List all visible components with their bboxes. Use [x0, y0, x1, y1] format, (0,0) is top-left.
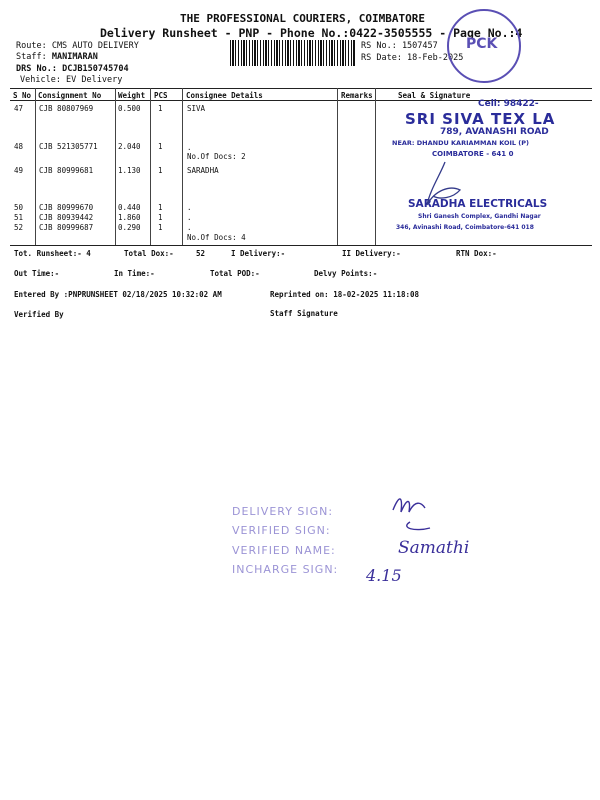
row-weight: 0.290: [118, 223, 141, 232]
signature-scribble: [415, 160, 475, 210]
siva-stamp-city: COIMBATORE - 641 0: [432, 150, 514, 158]
row-consignee: .: [187, 213, 192, 222]
verified-name-line: VERIFIED NAME:: [232, 544, 336, 557]
vehicle: Vehicle: EV Delivery: [20, 75, 123, 85]
siva-stamp-addr1: 789, AVANASHI ROAD: [440, 127, 549, 137]
row-pcs: 1: [158, 104, 163, 113]
row-pcs: 1: [158, 223, 163, 232]
drs-value: DCJB150745704: [62, 64, 129, 74]
row-consignment: CJB 80999681: [39, 166, 94, 175]
company-title: THE PROFESSIONAL COURIERS, COIMBATORE: [180, 12, 426, 25]
row-consignee: .: [187, 203, 192, 212]
total-dox-value: 52: [196, 249, 206, 258]
row-consignee: SIVA: [187, 104, 206, 113]
staff: [16, 52, 98, 62]
saradha-stamp-addr2: 346, Avinashi Road, Coimbatore-641 018: [396, 224, 534, 231]
row-weight: 0.500: [118, 104, 141, 113]
row-weight: 2.040: [118, 142, 141, 151]
row-consignee: .: [187, 223, 192, 232]
delvy-points: Delvy Points:-: [314, 269, 378, 278]
barcode: [230, 40, 355, 66]
entered-by: Entered By :PNPRUNSHEET 02/18/2025 10:32:02 AM: [14, 290, 222, 299]
drs-label: DRS No.:: [16, 64, 57, 74]
row-sno: 48: [14, 142, 24, 151]
row-consignment: CJB 80999687: [39, 223, 94, 232]
row-pcs: 1: [158, 166, 163, 175]
col-header-remarks: Remarks: [341, 91, 373, 100]
staff-signature: Staff Signature: [270, 309, 338, 318]
col-header-consignment: Consignment No: [38, 91, 102, 100]
row-pcs: 1: [158, 213, 163, 222]
drs-number: [16, 64, 129, 74]
col-header-weight: Weight: [118, 91, 146, 100]
col-header-consignee: Consignee Details: [186, 91, 263, 100]
staff-name: MANIMARAN: [51, 52, 98, 62]
col-divider: [182, 88, 183, 245]
rs-date: RS Date: 18-Feb-2025: [361, 53, 464, 63]
rs-number: RS No.: 1507457: [361, 41, 438, 51]
delivery-sign-line: DELIVERY SIGN:: [232, 505, 334, 518]
handwritten-time: 4.15: [366, 566, 402, 585]
col-divider: [115, 88, 116, 245]
out-time: Out Time:-: [14, 269, 60, 278]
col-divider: [150, 88, 151, 245]
round-stamp-text: PCK: [466, 36, 498, 52]
col-header-seal: Seal & Signature: [398, 91, 471, 100]
runsheet-title: Delivery Runsheet - PNP - Phone No.:0422-3505555 - Page No.:4: [100, 26, 523, 40]
row-consignee: .: [187, 143, 192, 152]
row-consignee: SARADHA: [187, 166, 219, 175]
row-sno: 51: [14, 213, 24, 222]
verified-by: Verified By: [14, 310, 64, 319]
col-divider: [35, 88, 36, 245]
staff-label: Staff:: [16, 52, 47, 62]
table-bottom-rule: [10, 245, 592, 246]
rtn-dox: RTN Dox:-: [456, 249, 497, 258]
saradha-stamp-name: SARADHA ELECTRICALS: [408, 198, 548, 210]
handwritten-name: Samathi: [398, 538, 470, 558]
route: Route: CMS AUTO DELIVERY: [16, 41, 139, 51]
incharge-sign-line: INCHARGE SIGN:: [232, 563, 339, 576]
row-weight: 0.440: [118, 203, 141, 212]
total-pod: Total POD:-: [210, 269, 260, 278]
row-consignment: CJB 80939442: [39, 213, 94, 222]
row-consignment: CJB 521305771: [39, 142, 98, 151]
row-weight: 1.130: [118, 166, 141, 175]
row-sno: 47: [14, 104, 24, 113]
table-top-rule: [10, 88, 592, 89]
saradha-stamp-addr1: Shri Ganesh Complex, Gandhi Nagar: [418, 213, 541, 220]
row-note: No.Of Docs: 4: [187, 233, 246, 242]
col-divider: [375, 88, 376, 245]
col-divider: [337, 88, 338, 245]
col-header-sno: S No: [13, 91, 32, 100]
verified-sign-line: VERIFIED SIGN:: [232, 524, 331, 537]
row-sno: 50: [14, 203, 24, 212]
row-pcs: 1: [158, 203, 163, 212]
col-header-pcs: PCS: [154, 91, 168, 100]
i-delivery: I Delivery:-: [231, 249, 286, 258]
row-consignment: CJB 80807969: [39, 104, 94, 113]
in-time: In Time:-: [114, 269, 155, 278]
row-consignment: CJB 80999670: [39, 203, 94, 212]
row-sno: 52: [14, 223, 24, 232]
row-weight: 1.860: [118, 213, 141, 222]
siva-stamp-addr2: NEAR: DHANDU KARIAMMAN KOIL (P): [392, 139, 530, 147]
row-pcs: 1: [158, 142, 163, 151]
siva-stamp-name: SRI SIVA TEX LA: [405, 110, 556, 128]
row-note: No.Of Docs: 2: [187, 152, 246, 161]
siva-stamp-cell: Cell: 98422-: [478, 99, 539, 109]
ii-delivery: II Delivery:-: [342, 249, 401, 258]
reprinted-on: Reprinted on: 18-02-2025 11:18:08: [270, 290, 420, 299]
row-sno: 49: [14, 166, 24, 175]
total-dox-label: Total Dox:-: [124, 249, 174, 258]
total-runsheet: Tot. Runsheet:- 4: [14, 249, 91, 258]
